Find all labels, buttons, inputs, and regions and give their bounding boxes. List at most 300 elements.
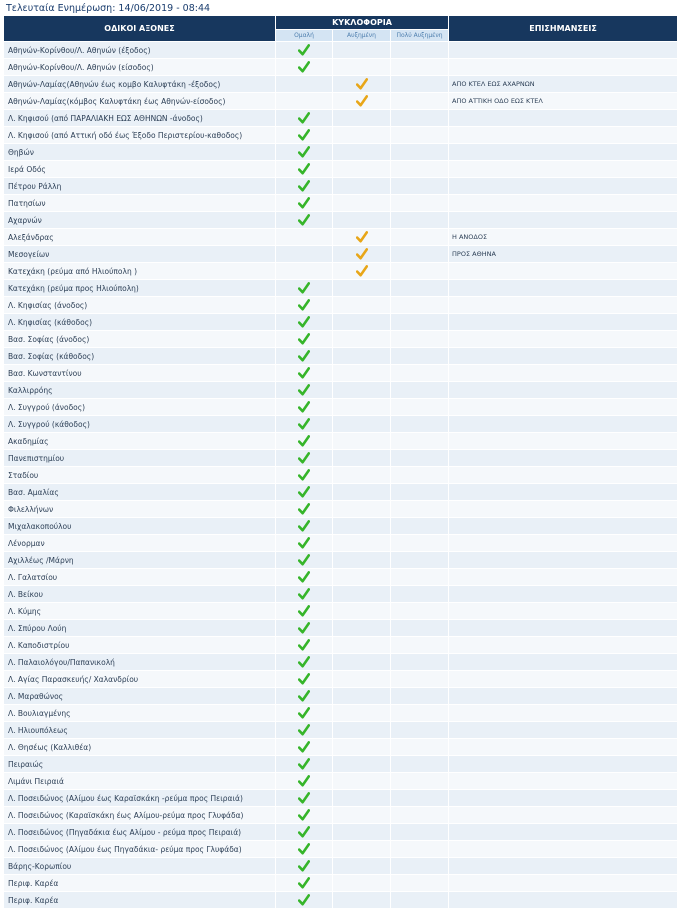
green-check-icon <box>298 333 310 345</box>
header-notes: ΕΠΙΣΗΜΑΝΣΕΙΣ <box>449 16 678 42</box>
note-cell <box>449 841 678 858</box>
green-check-icon <box>298 129 310 141</box>
status-increased-cell <box>333 263 391 280</box>
status-increased-cell <box>333 297 391 314</box>
status-increased-cell <box>333 229 391 246</box>
table-row <box>4 722 678 739</box>
road-name: Λ. Βουλιαγμένης <box>4 705 276 722</box>
table-row <box>4 110 678 127</box>
status-very-increased-cell <box>391 671 449 688</box>
status-normal-cell <box>276 824 333 841</box>
road-name: Λ. Κηφισού (από Αττική οδό έως Έξοδο Περιστερίου-καθοδος) <box>4 127 276 144</box>
table-row <box>4 93 678 110</box>
status-very-increased-cell <box>391 586 449 603</box>
status-increased-cell <box>333 110 391 127</box>
road-name: Βασ. Σοφίας (κάθοδος) <box>4 348 276 365</box>
note-cell <box>449 314 678 331</box>
status-increased-cell <box>333 433 391 450</box>
table-row <box>4 535 678 552</box>
status-very-increased-cell <box>391 246 449 263</box>
status-normal-cell <box>276 450 333 467</box>
status-normal-cell <box>276 297 333 314</box>
status-normal-cell <box>276 280 333 297</box>
green-check-icon <box>298 452 310 464</box>
green-check-icon <box>298 486 310 498</box>
status-very-increased-cell <box>391 756 449 773</box>
road-name: Φιλελλήνων <box>4 501 276 518</box>
table-row <box>4 705 678 722</box>
green-check-icon <box>298 214 310 226</box>
status-normal-cell <box>276 858 333 875</box>
table-row <box>4 569 678 586</box>
note-cell <box>449 620 678 637</box>
status-normal-cell <box>276 705 333 722</box>
green-check-icon <box>298 163 310 175</box>
table-row <box>4 807 678 824</box>
table-row <box>4 501 678 518</box>
status-increased-cell <box>333 314 391 331</box>
note-cell <box>449 739 678 756</box>
table-row <box>4 331 678 348</box>
status-normal-cell <box>276 552 333 569</box>
status-normal-cell <box>276 314 333 331</box>
note-cell <box>449 178 678 195</box>
status-very-increased-cell <box>391 603 449 620</box>
note-cell <box>449 603 678 620</box>
header-level-increased: Αυξημένη <box>333 30 391 42</box>
status-normal-cell <box>276 433 333 450</box>
note-cell <box>449 433 678 450</box>
green-check-icon <box>298 571 310 583</box>
status-very-increased-cell <box>391 280 449 297</box>
note-cell: ΠΡΟΣ ΑΘΗΝΑ <box>449 246 678 263</box>
road-name: Λ. Κηφισίας (κάθοδος) <box>4 314 276 331</box>
table-row <box>4 467 678 484</box>
note-cell <box>449 824 678 841</box>
green-check-icon <box>298 826 310 838</box>
green-check-icon <box>298 350 310 362</box>
status-normal-cell <box>276 620 333 637</box>
status-increased-cell <box>333 722 391 739</box>
note-cell <box>449 518 678 535</box>
status-very-increased-cell <box>391 263 449 280</box>
note-cell <box>449 586 678 603</box>
status-normal-cell <box>276 484 333 501</box>
status-very-increased-cell <box>391 382 449 399</box>
status-very-increased-cell <box>391 399 449 416</box>
status-increased-cell <box>333 467 391 484</box>
status-very-increased-cell <box>391 773 449 790</box>
orange-check-icon <box>356 231 368 243</box>
table-row <box>4 161 678 178</box>
table-row <box>4 603 678 620</box>
road-name: Αθηνών-Κορίνθου/Λ. Αθηνών (έξοδος) <box>4 42 276 59</box>
road-name: Καλλιρρόης <box>4 382 276 399</box>
table-row <box>4 127 678 144</box>
table-row <box>4 858 678 875</box>
road-name: Λ. Παλαιολόγου/Παπανικολή <box>4 654 276 671</box>
status-increased-cell <box>333 637 391 654</box>
status-increased-cell <box>333 42 391 59</box>
table-row <box>4 586 678 603</box>
note-cell <box>449 382 678 399</box>
status-normal-cell <box>276 416 333 433</box>
road-name: Κατεχάκη (ρεύμα προς Ηλιούπολη) <box>4 280 276 297</box>
road-name: Πειραιώς <box>4 756 276 773</box>
header-level-very-increased: Πολύ Αυξημένη <box>391 30 449 42</box>
road-name: Περιφ. Καρέα <box>4 875 276 892</box>
table-row <box>4 875 678 892</box>
status-normal-cell <box>276 42 333 59</box>
road-name: Βασ. Αμαλίας <box>4 484 276 501</box>
road-name: Λ. Ποσειδώνος (Πηγαδάκια έως Αλίμου - ρεύμα προς Πειραιά) <box>4 824 276 841</box>
status-very-increased-cell <box>391 688 449 705</box>
traffic-rows <box>4 42 678 909</box>
table-row <box>4 654 678 671</box>
status-normal-cell <box>276 807 333 824</box>
status-increased-cell <box>333 399 391 416</box>
note-cell <box>449 552 678 569</box>
green-check-icon <box>298 894 310 906</box>
status-increased-cell <box>333 382 391 399</box>
status-increased-cell <box>333 93 391 110</box>
status-very-increased-cell <box>391 93 449 110</box>
status-very-increased-cell <box>391 416 449 433</box>
road-name: Πατησίων <box>4 195 276 212</box>
note-cell <box>449 501 678 518</box>
table-row <box>4 841 678 858</box>
road-name: Βασ. Κωνσταντίνου <box>4 365 276 382</box>
status-very-increased-cell <box>391 552 449 569</box>
green-check-icon <box>298 877 310 889</box>
green-check-icon <box>298 843 310 855</box>
road-name: Λ. Ποσειδώνος (Αλίμου έως Πηγαδάκια- ρεύμα προς Γλυφάδα) <box>4 841 276 858</box>
status-increased-cell <box>333 501 391 518</box>
note-cell <box>449 195 678 212</box>
note-cell <box>449 637 678 654</box>
status-very-increased-cell <box>391 297 449 314</box>
status-very-increased-cell <box>391 807 449 824</box>
status-increased-cell <box>333 841 391 858</box>
status-normal-cell <box>276 841 333 858</box>
status-normal-cell <box>276 229 333 246</box>
road-name: Αχαρνών <box>4 212 276 229</box>
table-row <box>4 773 678 790</box>
status-increased-cell <box>333 535 391 552</box>
status-very-increased-cell <box>391 824 449 841</box>
green-check-icon <box>298 401 310 413</box>
status-very-increased-cell <box>391 178 449 195</box>
status-very-increased-cell <box>391 161 449 178</box>
orange-check-icon <box>356 265 368 277</box>
note-cell <box>449 110 678 127</box>
table-row <box>4 637 678 654</box>
status-very-increased-cell <box>391 620 449 637</box>
status-normal-cell <box>276 263 333 280</box>
note-cell <box>449 892 678 909</box>
note-cell <box>449 671 678 688</box>
status-increased-cell <box>333 654 391 671</box>
status-normal-cell <box>276 178 333 195</box>
status-very-increased-cell <box>391 518 449 535</box>
status-very-increased-cell <box>391 501 449 518</box>
status-normal-cell <box>276 382 333 399</box>
green-check-icon <box>298 180 310 192</box>
status-normal-cell <box>276 586 333 603</box>
status-normal-cell <box>276 671 333 688</box>
status-normal-cell <box>276 518 333 535</box>
status-very-increased-cell <box>391 229 449 246</box>
table-row <box>4 756 678 773</box>
note-cell <box>449 416 678 433</box>
green-check-icon <box>298 146 310 158</box>
table-row <box>4 382 678 399</box>
green-check-icon <box>298 741 310 753</box>
last-update-text: Τελευταία Ενημέρωση: 14/06/2019 - 08:44 <box>6 3 211 14</box>
road-name: Λ. Θησέως (Καλλιθέα) <box>4 739 276 756</box>
status-very-increased-cell <box>391 654 449 671</box>
status-normal-cell <box>276 127 333 144</box>
status-very-increased-cell <box>391 484 449 501</box>
status-very-increased-cell <box>391 433 449 450</box>
green-check-icon <box>298 860 310 872</box>
note-cell <box>449 484 678 501</box>
road-name: Πέτρου Ράλλη <box>4 178 276 195</box>
orange-check-icon <box>356 95 368 107</box>
status-increased-cell <box>333 416 391 433</box>
status-increased-cell <box>333 790 391 807</box>
status-increased-cell <box>333 892 391 909</box>
table-row <box>4 739 678 756</box>
road-name: Λ. Σπύρου Λούη <box>4 620 276 637</box>
status-very-increased-cell <box>391 348 449 365</box>
status-normal-cell <box>276 212 333 229</box>
table-row <box>4 433 678 450</box>
status-very-increased-cell <box>391 212 449 229</box>
header-roads: ΟΔΙΚΟΙ ΑΞΟΝΕΣ <box>4 16 276 42</box>
note-cell <box>449 348 678 365</box>
table-row <box>4 178 678 195</box>
road-name: Πανεπιστημίου <box>4 450 276 467</box>
orange-check-icon <box>356 248 368 260</box>
green-check-icon <box>298 299 310 311</box>
status-normal-cell <box>276 722 333 739</box>
status-increased-cell <box>333 705 391 722</box>
road-name: Λ. Βείκου <box>4 586 276 603</box>
road-name: Μιχαλακοπούλου <box>4 518 276 535</box>
status-very-increased-cell <box>391 637 449 654</box>
status-very-increased-cell <box>391 858 449 875</box>
note-cell <box>449 280 678 297</box>
status-increased-cell <box>333 739 391 756</box>
note-cell <box>449 722 678 739</box>
table-row <box>4 671 678 688</box>
status-normal-cell <box>276 76 333 93</box>
note-cell <box>449 450 678 467</box>
road-name: Λ. Κηφισού (από ΠΑΡΑΛΙΑΚΗ ΕΩΣ ΑΘΗΝΩΝ -άνοδος) <box>4 110 276 127</box>
status-normal-cell <box>276 399 333 416</box>
road-name: Θηβών <box>4 144 276 161</box>
road-name: Αλεξάνδρας <box>4 229 276 246</box>
road-name: Βασ. Σοφίας (άνοδος) <box>4 331 276 348</box>
status-increased-cell <box>333 195 391 212</box>
status-increased-cell <box>333 280 391 297</box>
status-normal-cell <box>276 739 333 756</box>
status-increased-cell <box>333 484 391 501</box>
table-row <box>4 620 678 637</box>
note-cell <box>449 875 678 892</box>
status-very-increased-cell <box>391 535 449 552</box>
status-normal-cell <box>276 195 333 212</box>
green-check-icon <box>298 724 310 736</box>
status-very-increased-cell <box>391 42 449 59</box>
status-increased-cell <box>333 569 391 586</box>
status-very-increased-cell <box>391 76 449 93</box>
status-normal-cell <box>276 875 333 892</box>
note-cell <box>449 790 678 807</box>
green-check-icon <box>298 537 310 549</box>
road-name: Λιμάνι Πειραιά <box>4 773 276 790</box>
note-cell <box>449 688 678 705</box>
table-row <box>4 518 678 535</box>
table-row <box>4 688 678 705</box>
note-cell <box>449 858 678 875</box>
road-name: Λ. Ποσειδώνος (Αλίμου έως Καραϊσκάκη -ρεύμα προς Πειραιά) <box>4 790 276 807</box>
note-cell <box>449 212 678 229</box>
road-name: Κατεχάκη (ρεύμα από Ηλιούπολη ) <box>4 263 276 280</box>
green-check-icon <box>298 197 310 209</box>
green-check-icon <box>298 758 310 770</box>
status-very-increased-cell <box>391 467 449 484</box>
status-normal-cell <box>276 467 333 484</box>
green-check-icon <box>298 605 310 617</box>
table-row <box>4 892 678 909</box>
green-check-icon <box>298 503 310 515</box>
status-increased-cell <box>333 603 391 620</box>
green-check-icon <box>298 435 310 447</box>
note-cell <box>449 42 678 59</box>
status-very-increased-cell <box>391 331 449 348</box>
status-very-increased-cell <box>391 59 449 76</box>
status-increased-cell <box>333 824 391 841</box>
green-check-icon <box>298 44 310 56</box>
status-very-increased-cell <box>391 195 449 212</box>
green-check-icon <box>298 622 310 634</box>
note-cell <box>449 365 678 382</box>
status-very-increased-cell <box>391 127 449 144</box>
road-name: Λ. Αγίας Παρασκευής/ Χαλανδρίου <box>4 671 276 688</box>
status-normal-cell <box>276 569 333 586</box>
table-row <box>4 790 678 807</box>
status-increased-cell <box>333 620 391 637</box>
table-row <box>4 195 678 212</box>
road-name: Λ. Κηφισίας (άνοδος) <box>4 297 276 314</box>
status-increased-cell <box>333 875 391 892</box>
green-check-icon <box>298 520 310 532</box>
green-check-icon <box>298 61 310 73</box>
note-cell <box>449 127 678 144</box>
status-very-increased-cell <box>391 569 449 586</box>
note-cell: ΑΠΟ ΑΤΤΙΚΗ ΟΔΟ ΕΩΣ ΚΤΕΛ <box>449 93 678 110</box>
green-check-icon <box>298 282 310 294</box>
green-check-icon <box>298 588 310 600</box>
road-name: Λ. Ηλιουπόλεως <box>4 722 276 739</box>
table-row <box>4 42 678 59</box>
green-check-icon <box>298 554 310 566</box>
table-row <box>4 246 678 263</box>
road-name: Αθηνών-Λαμίας(κόμβος Καλυφτάκη έως Αθηνών-είσοδος) <box>4 93 276 110</box>
green-check-icon <box>298 316 310 328</box>
note-cell <box>449 399 678 416</box>
status-very-increased-cell <box>391 892 449 909</box>
status-increased-cell <box>333 331 391 348</box>
status-increased-cell <box>333 807 391 824</box>
table-row <box>4 552 678 569</box>
green-check-icon <box>298 367 310 379</box>
road-name: Αθηνών-Λαμίας(Αθηνών έως κομβο Καλυφτάκη -έξοδος) <box>4 76 276 93</box>
status-increased-cell <box>333 212 391 229</box>
status-normal-cell <box>276 93 333 110</box>
green-check-icon <box>298 792 310 804</box>
status-increased-cell <box>333 365 391 382</box>
table-row <box>4 144 678 161</box>
status-increased-cell <box>333 518 391 535</box>
note-cell <box>449 144 678 161</box>
status-normal-cell <box>276 59 333 76</box>
status-normal-cell <box>276 637 333 654</box>
status-normal-cell <box>276 892 333 909</box>
green-check-icon <box>298 384 310 396</box>
note-cell <box>449 535 678 552</box>
note-cell <box>449 773 678 790</box>
status-increased-cell <box>333 450 391 467</box>
table-row <box>4 348 678 365</box>
status-increased-cell <box>333 161 391 178</box>
note-cell <box>449 297 678 314</box>
status-very-increased-cell <box>391 110 449 127</box>
status-increased-cell <box>333 756 391 773</box>
green-check-icon <box>298 469 310 481</box>
status-normal-cell <box>276 365 333 382</box>
status-increased-cell <box>333 552 391 569</box>
status-very-increased-cell <box>391 450 449 467</box>
table-row <box>4 263 678 280</box>
status-increased-cell <box>333 586 391 603</box>
status-very-increased-cell <box>391 705 449 722</box>
note-cell <box>449 331 678 348</box>
table-row <box>4 229 678 246</box>
header-level-normal: Ομαλή <box>276 30 333 42</box>
status-increased-cell <box>333 773 391 790</box>
status-normal-cell <box>276 331 333 348</box>
green-check-icon <box>298 775 310 787</box>
status-very-increased-cell <box>391 875 449 892</box>
green-check-icon <box>298 639 310 651</box>
status-normal-cell <box>276 688 333 705</box>
status-increased-cell <box>333 76 391 93</box>
note-cell <box>449 467 678 484</box>
road-name: Αθηνών-Κορίνθου/Λ. Αθηνών (είσοδος) <box>4 59 276 76</box>
note-cell <box>449 161 678 178</box>
green-check-icon <box>298 418 310 430</box>
status-increased-cell <box>333 59 391 76</box>
table-row <box>4 484 678 501</box>
status-normal-cell <box>276 773 333 790</box>
note-cell <box>449 569 678 586</box>
road-name: Λ. Συγγρού (άνοδος) <box>4 399 276 416</box>
table-row <box>4 450 678 467</box>
road-name: Ακαδημίας <box>4 433 276 450</box>
